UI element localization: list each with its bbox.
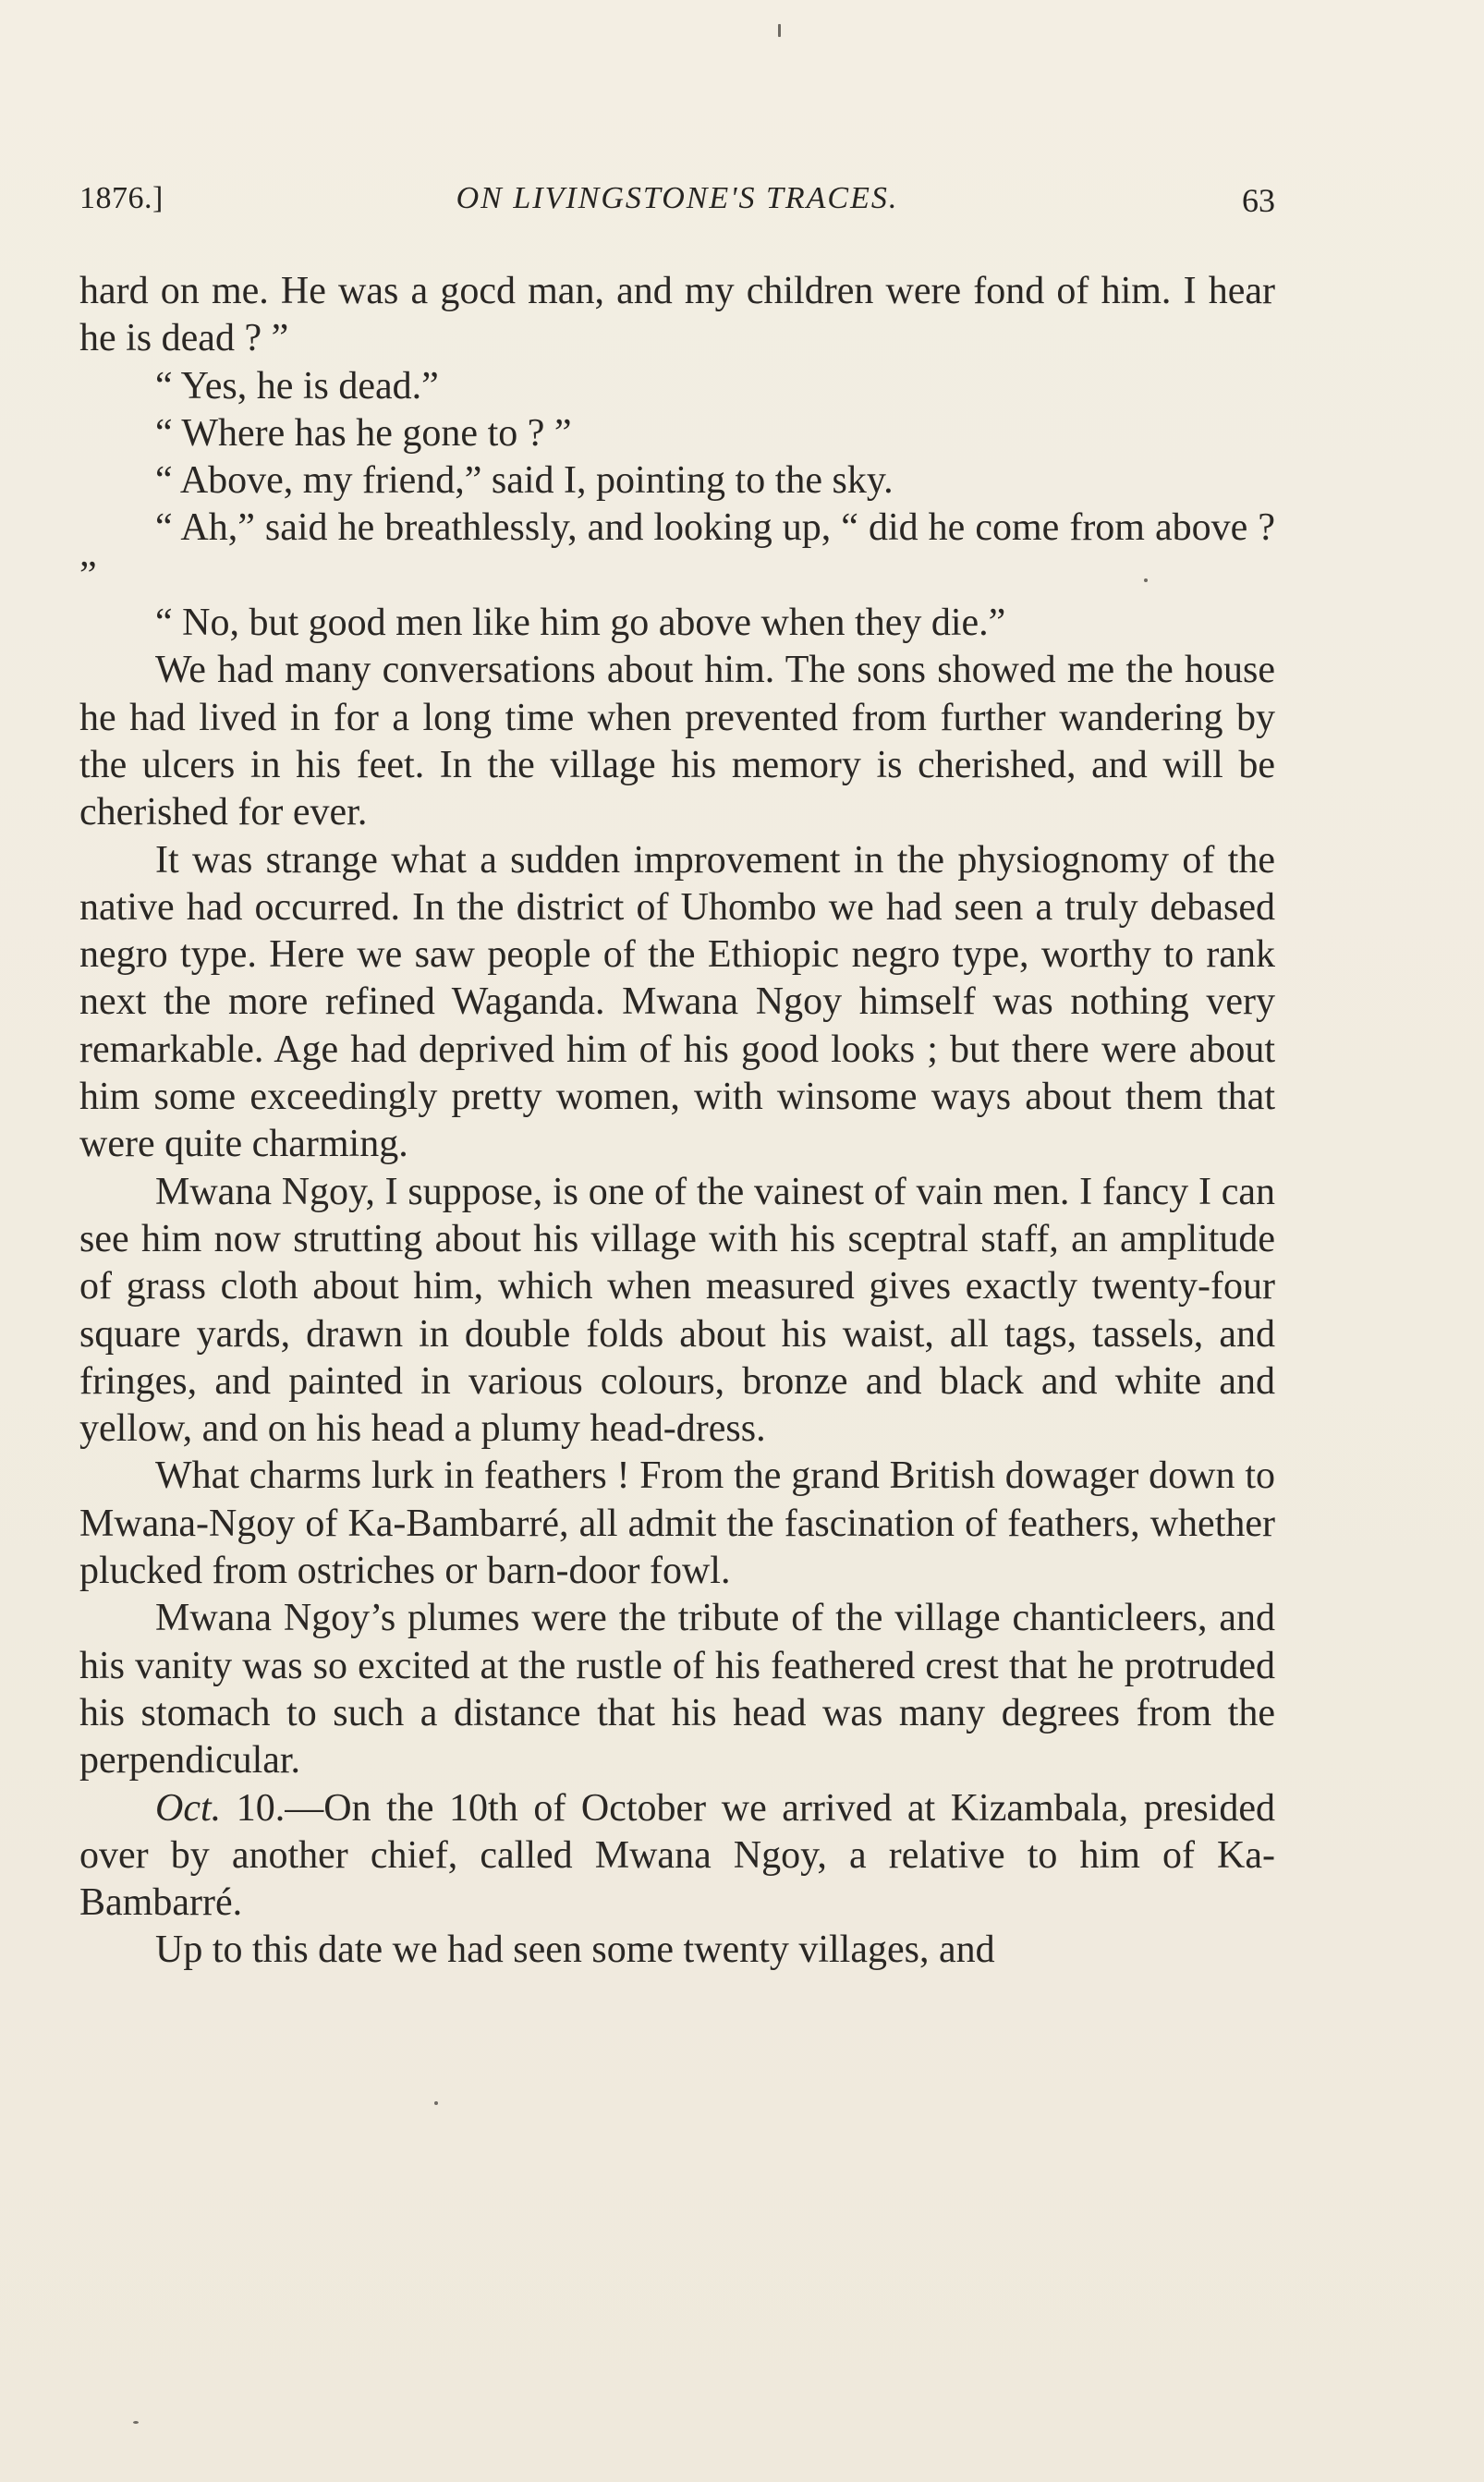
- page-number: 63: [1242, 182, 1275, 219]
- paragraph: “ Yes, he is dead.”: [155, 364, 439, 408]
- paragraph: What charms lurk in feathers ! From the grand British dowager down to Mwana-Ngoy of Ka-Bambarré, all admit the fascination of feathers, whether plucked from ostriches or barn-door fowl.: [79, 1454, 1275, 1593]
- paragraph-continued: hard on me. He was a gocd man, and my children were fond of him. I hear he is dead ? ”: [79, 270, 1275, 360]
- paper-speck: [1144, 578, 1148, 582]
- paper-speck: [434, 2101, 438, 2105]
- paragraph: Up to this date we had seen some twenty villages, and: [155, 1928, 995, 1972]
- paper-speck: [778, 24, 781, 37]
- paragraph: We had many conversations about him. The sons showed me the house he had lived in for a long time when prevented from further wandering by the ulcers in his feet. In the village his memory is cherished, and will be cherished for ever.: [79, 649, 1275, 834]
- paper-speck: [133, 2421, 139, 2424]
- date-label: Oct.: [155, 1786, 222, 1830]
- paragraph: “ Ah,” said he breathlessly, and looking up, “ did he come from above ? ”: [79, 506, 1275, 597]
- dated-text: 10.—On the 10th of October we arrived at Kizambala, presided over by another chief, called Mwana Ngoy, a relative to him of Ka-Bambarré.: [79, 1786, 1275, 1925]
- paragraph-dated: [79, 1785, 1275, 1928]
- paragraph: Mwana Ngoy, I suppose, is one of the vainest of vain men. I fancy I can see him now strutting about his village with his sceptral staff, an amplitude of grass cloth about him, which when measured gives exactly twenty-four square yards, drawn in double folds about his waist, all tags, tassels, and fringes, and painted in various colours, bronze and black and white and yellow, and on his head a plumy head-dress.: [79, 1170, 1275, 1451]
- header-year: 1876.]: [79, 181, 164, 215]
- header-title: ON LIVINGSTONE'S TRACES.: [456, 181, 899, 215]
- body-text: [79, 268, 1275, 1975]
- running-header: [79, 181, 1275, 225]
- paragraph: It was strange what a sudden improvement in the physiognomy of the native had occurred. In the district of Uhombo we had seen a truly debased negro type. Here we saw people of the Ethiopic negro type, worthy to rank next the more refined Waganda. Mwana Ngoy himself was nothing very remarkable. Age had deprived him of his good looks ; but there were about him some exceedingly pretty women, with winsome ways about them that were quite charming.: [79, 838, 1275, 1166]
- paragraph: “ Above, my friend,” said I, pointing to the sky.: [155, 459, 894, 503]
- paragraph: Mwana Ngoy’s plumes were the tribute of the village chanticleers, and his vanity was so excited at the rustle of his feathered crest that he protruded his stomach to such a distance that his head was many degrees from the perpendicular.: [79, 1597, 1275, 1782]
- paragraph: “ Where has he gone to ? ”: [155, 411, 572, 455]
- paragraph: “ No, but good men like him go above when they die.”: [155, 602, 1006, 645]
